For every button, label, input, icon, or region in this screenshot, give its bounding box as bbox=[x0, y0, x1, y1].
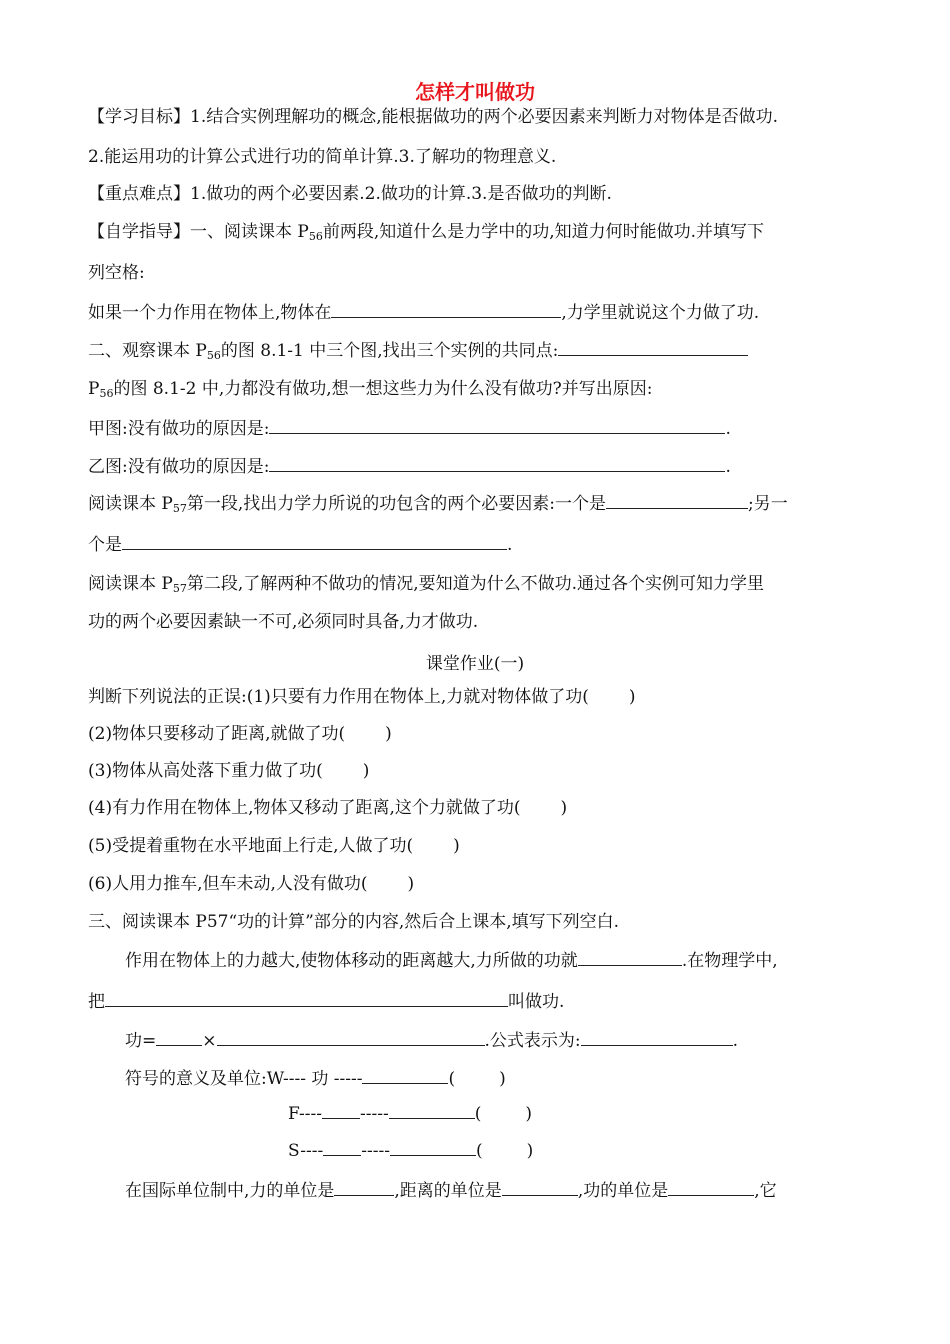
guide-line-1 bbox=[88, 221, 764, 248]
formula-line bbox=[125, 1029, 738, 1052]
answer-blank[interactable] bbox=[362, 1067, 448, 1084]
classwork-statement: (1)只要有力作用在物体上,力就对物体做了功( bbox=[246, 687, 589, 707]
symbol-text: ----- bbox=[360, 1104, 389, 1124]
symbol-line-f bbox=[288, 1102, 532, 1125]
page-subscript: 56 bbox=[206, 349, 221, 362]
section3-text: ,距离的单位是 bbox=[394, 1181, 502, 1201]
answer-blank[interactable] bbox=[390, 1139, 476, 1156]
classwork-paren: ) bbox=[362, 761, 370, 781]
guide-text: ,力学里就说这个力做了功. bbox=[561, 303, 760, 323]
guide-text: 前两段,知道什么是力学中的功,知道力何时能做功.并填写下 bbox=[322, 222, 765, 242]
symbol-label: 符号的意义及单位: bbox=[125, 1069, 267, 1089]
section3-paren: ( bbox=[474, 1104, 482, 1124]
section3-paren: ) bbox=[525, 1104, 533, 1124]
classwork-intro: 判断下列说法的正误: bbox=[88, 687, 247, 707]
symbol-text: F---- bbox=[288, 1104, 323, 1124]
classwork-statement: (3)物体从高处落下重力做了功( bbox=[88, 761, 323, 781]
answer-blank[interactable] bbox=[502, 1179, 578, 1196]
answer-blank[interactable] bbox=[581, 1029, 733, 1046]
guide-text: 第一段,找出力学力所说的功包含的两个必要因素:一个是 bbox=[186, 494, 606, 514]
section3-text: ,它 bbox=[754, 1181, 777, 1201]
classwork-paren: ) bbox=[560, 798, 568, 818]
page-subscript: 56 bbox=[308, 230, 323, 243]
page-title: 怎样才叫做功 bbox=[415, 80, 535, 104]
answer-blank[interactable] bbox=[331, 301, 561, 318]
section3-text: 功= bbox=[125, 1031, 157, 1051]
section3-intro: 三、阅读课本 P57“功的计算”部分的内容,然后合上课本,填写下列空白. bbox=[88, 912, 620, 932]
key-points-label: 【重点难点】 bbox=[88, 184, 190, 204]
guide-text: 如果一个力作用在物体上,物体在 bbox=[88, 303, 332, 323]
guide-text: . bbox=[725, 457, 731, 477]
classwork-statement: (5)受提着重物在水平地面上行走,人做了功( bbox=[88, 836, 414, 856]
answer-blank[interactable] bbox=[606, 492, 748, 509]
section3-text: 作用在物体上的力越大,使物体移动的距离越大,力所做的功就 bbox=[125, 951, 578, 971]
answer-blank[interactable] bbox=[323, 1139, 361, 1156]
classwork-statement: (4)有力作用在物体上,物体又移动了距离,这个力就做了功( bbox=[88, 798, 521, 818]
times-symbol: × bbox=[202, 1031, 217, 1051]
guide-line-10 bbox=[88, 573, 764, 600]
classwork-paren: ) bbox=[407, 874, 415, 894]
units-line bbox=[125, 1179, 777, 1202]
section3-text: .在物理学中, bbox=[681, 951, 778, 971]
guide-text: P bbox=[88, 379, 100, 399]
guide-line-3 bbox=[88, 301, 759, 324]
classwork-statement: (2)物体只要移动了距离,就做了功( bbox=[88, 724, 346, 744]
section3-text: . bbox=[732, 1031, 739, 1051]
guide-text: ;另一 bbox=[747, 494, 788, 514]
symbol-text: W---- 功 ----- bbox=[266, 1069, 363, 1089]
guide-label: 【自学指导】 bbox=[88, 222, 190, 242]
classwork-item-4 bbox=[88, 797, 567, 819]
answer-blank[interactable] bbox=[558, 339, 748, 356]
guide-text: 二、观察课本 P bbox=[88, 341, 207, 361]
section3-text: ,功的单位是 bbox=[577, 1181, 669, 1201]
classwork-paren: ) bbox=[628, 687, 636, 707]
classwork-item-6 bbox=[88, 873, 414, 895]
guide-text: 乙图:没有做功的原因是: bbox=[88, 457, 270, 477]
section3-text: 在国际单位制中,力的单位是 bbox=[125, 1181, 335, 1201]
guide-line-7 bbox=[88, 455, 731, 478]
classwork-heading: 课堂作业(一) bbox=[425, 654, 525, 674]
section3-line-1 bbox=[125, 949, 778, 972]
guide-line-8 bbox=[88, 492, 788, 520]
answer-blank[interactable] bbox=[105, 990, 508, 1007]
goals-line-2: 2.能运用功的计算公式进行功的简单计算.3.了解功的物理意义. bbox=[88, 147, 557, 167]
key-points-text: 1.做功的两个必要因素.2.做功的计算.3.是否做功的判断. bbox=[190, 184, 612, 204]
guide-text: . bbox=[507, 535, 513, 555]
answer-blank[interactable] bbox=[389, 1102, 475, 1119]
page-subscript: 57 bbox=[172, 502, 187, 515]
guide-line-9 bbox=[88, 533, 512, 556]
page-subscript: 57 bbox=[172, 582, 187, 595]
guide-line-6 bbox=[88, 417, 731, 440]
answer-blank[interactable] bbox=[122, 533, 507, 550]
guide-line-5 bbox=[88, 378, 653, 405]
answer-blank[interactable] bbox=[269, 455, 725, 472]
guide-text: . bbox=[725, 419, 731, 439]
guide-text: 阅读课本 P bbox=[88, 494, 173, 514]
answer-blank[interactable] bbox=[578, 949, 682, 966]
classwork-paren: ) bbox=[385, 724, 392, 744]
section3-paren: ) bbox=[526, 1141, 534, 1161]
guide-line-4 bbox=[88, 339, 748, 367]
answer-blank[interactable] bbox=[217, 1029, 485, 1046]
symbol-line-w bbox=[125, 1067, 506, 1090]
classwork-item-2 bbox=[88, 723, 392, 745]
guide-line-2: 列空格: bbox=[88, 263, 145, 283]
section3-text: 叫做功. bbox=[508, 992, 565, 1012]
key-points-line bbox=[88, 183, 612, 205]
page-subscript: 56 bbox=[99, 387, 114, 400]
section3-line-2 bbox=[88, 990, 564, 1013]
classwork-item-1 bbox=[88, 686, 636, 708]
symbol-line-s bbox=[288, 1139, 533, 1162]
answer-blank[interactable] bbox=[334, 1179, 394, 1196]
section3-paren: ( bbox=[448, 1069, 456, 1089]
section3-paren: ( bbox=[475, 1141, 483, 1161]
classwork-paren: ) bbox=[453, 836, 460, 856]
classwork-item-3 bbox=[88, 760, 369, 782]
answer-blank[interactable] bbox=[156, 1029, 202, 1046]
answer-blank[interactable] bbox=[269, 417, 725, 434]
guide-text: 第二段,了解两种不做功的情况,要知道为什么不做功.通过各个实例可知力学里 bbox=[186, 574, 765, 594]
guide-text: 阅读课本 P bbox=[88, 574, 173, 594]
classwork-statement: (6)人用力推车,但车未动,人没有做功( bbox=[88, 874, 368, 894]
guide-text: 个是 bbox=[88, 535, 122, 555]
section3-text: .公式表示为: bbox=[484, 1031, 581, 1051]
symbol-text: ----- bbox=[361, 1141, 390, 1161]
guide-text: 的图 8.1-1 中三个图,找出三个实例的共同点: bbox=[220, 341, 559, 361]
section3-paren: ) bbox=[499, 1069, 506, 1089]
guide-text: 一、阅读课本 P bbox=[190, 222, 309, 242]
guide-line-11: 功的两个必要因素缺一不可,必须同时具备,力才做功. bbox=[88, 612, 479, 632]
classwork-item-5 bbox=[88, 835, 460, 857]
symbol-text: S---- bbox=[288, 1141, 324, 1161]
section3-text: 把 bbox=[88, 992, 105, 1012]
guide-text: 的图 8.1-2 中,力都没有做功,想一想这些力为什么没有做功?并写出原因: bbox=[113, 379, 653, 399]
answer-blank[interactable] bbox=[322, 1102, 360, 1119]
guide-text: 甲图:没有做功的原因是: bbox=[88, 419, 270, 439]
goals-text-1: 1.结合实例理解功的概念,能根据做功的两个必要因素来判断力对物体是否做功. bbox=[190, 107, 779, 127]
goals-label: 【学习目标】 bbox=[88, 107, 190, 127]
answer-blank[interactable] bbox=[668, 1179, 754, 1196]
goals-line-1 bbox=[88, 106, 778, 128]
